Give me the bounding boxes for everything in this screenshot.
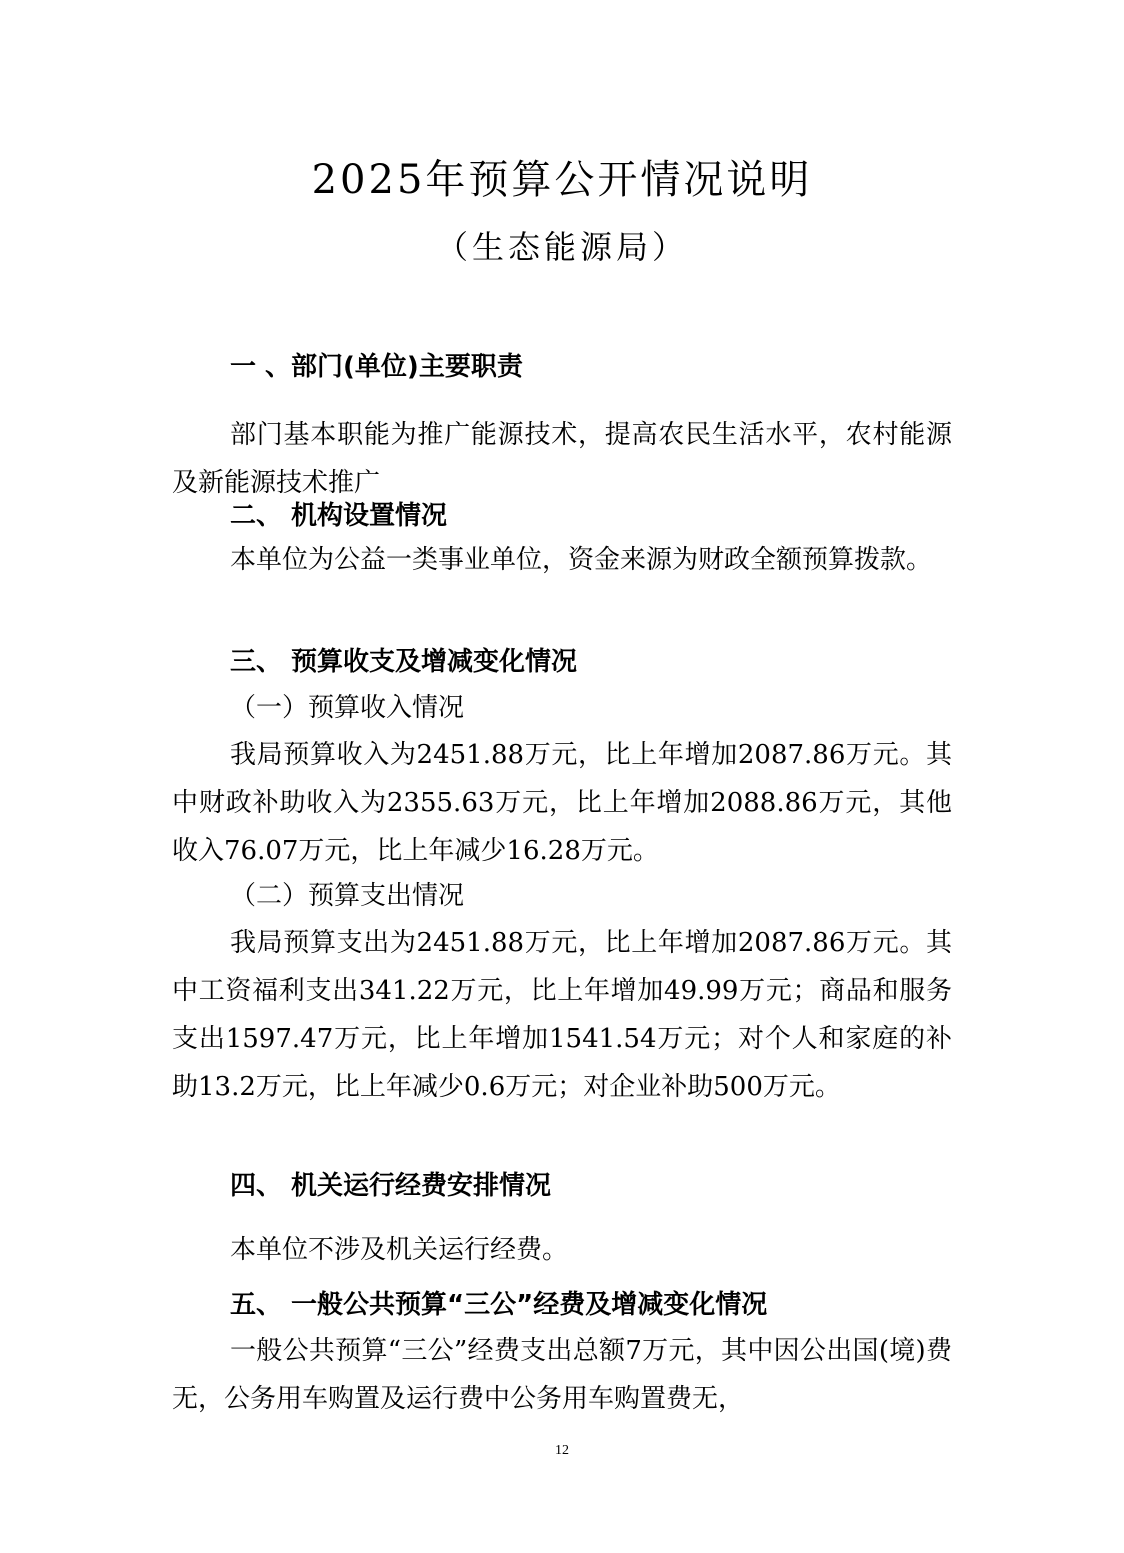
page-number: 12 — [555, 1443, 569, 1458]
section-2-heading: 二、 机构设置情况 — [230, 501, 448, 531]
section-5-heading: 五、 一般公共预算“三公”经费及增减变化情况 — [230, 1290, 768, 1320]
section-2-body: 本单位为公益一类事业单位，资金来源为财政全额预算拨款。 — [230, 545, 933, 575]
section-5-body: 一般公共预算“三公”经费支出总额7万元，其中因公出国(境)费无，公务用车购置及运行费中公务用车购置费无， — [172, 1336, 952, 1414]
section-4-body: 本单位不涉及机关运行经费。 — [230, 1235, 569, 1265]
section-3-subheading-income: （一）预算收入情况 — [230, 693, 465, 723]
document-subtitle: （生态能源局） — [435, 228, 688, 266]
section-4-heading: 四、 机关运行经费安排情况 — [230, 1171, 552, 1201]
section-3-expenditure-body: 我局预算支出为2451.88万元，比上年增加2087.86万元。其中工资福利支出341.22万元，比上年增加49.99万元；商品和服务支出1597.47万元，比上年增加1541.54万元；对个人和家庭的补助13.2万元，比上年减少0.6万元；对企业补助500万元。 — [172, 928, 952, 1102]
section-1-heading: 一 、部门(单位)主要职责 — [230, 352, 523, 382]
document-title: 2025年预算公开情况说明 — [311, 157, 813, 203]
section-3-income-body: 我局预算收入为2451.88万元，比上年增加2087.86万元。其中财政补助收入为2355.63万元，比上年增加2088.86万元，其他收入76.07万元，比上年减少16.28万元。 — [172, 740, 952, 866]
section-3-heading: 三、 预算收支及增减变化情况 — [230, 647, 578, 677]
section-3-subheading-expenditure: （二）预算支出情况 — [230, 881, 465, 911]
section-1-body: 部门基本职能为推广能源技术，提高农民生活水平，农村能源及新能源技术推广 — [172, 420, 952, 498]
